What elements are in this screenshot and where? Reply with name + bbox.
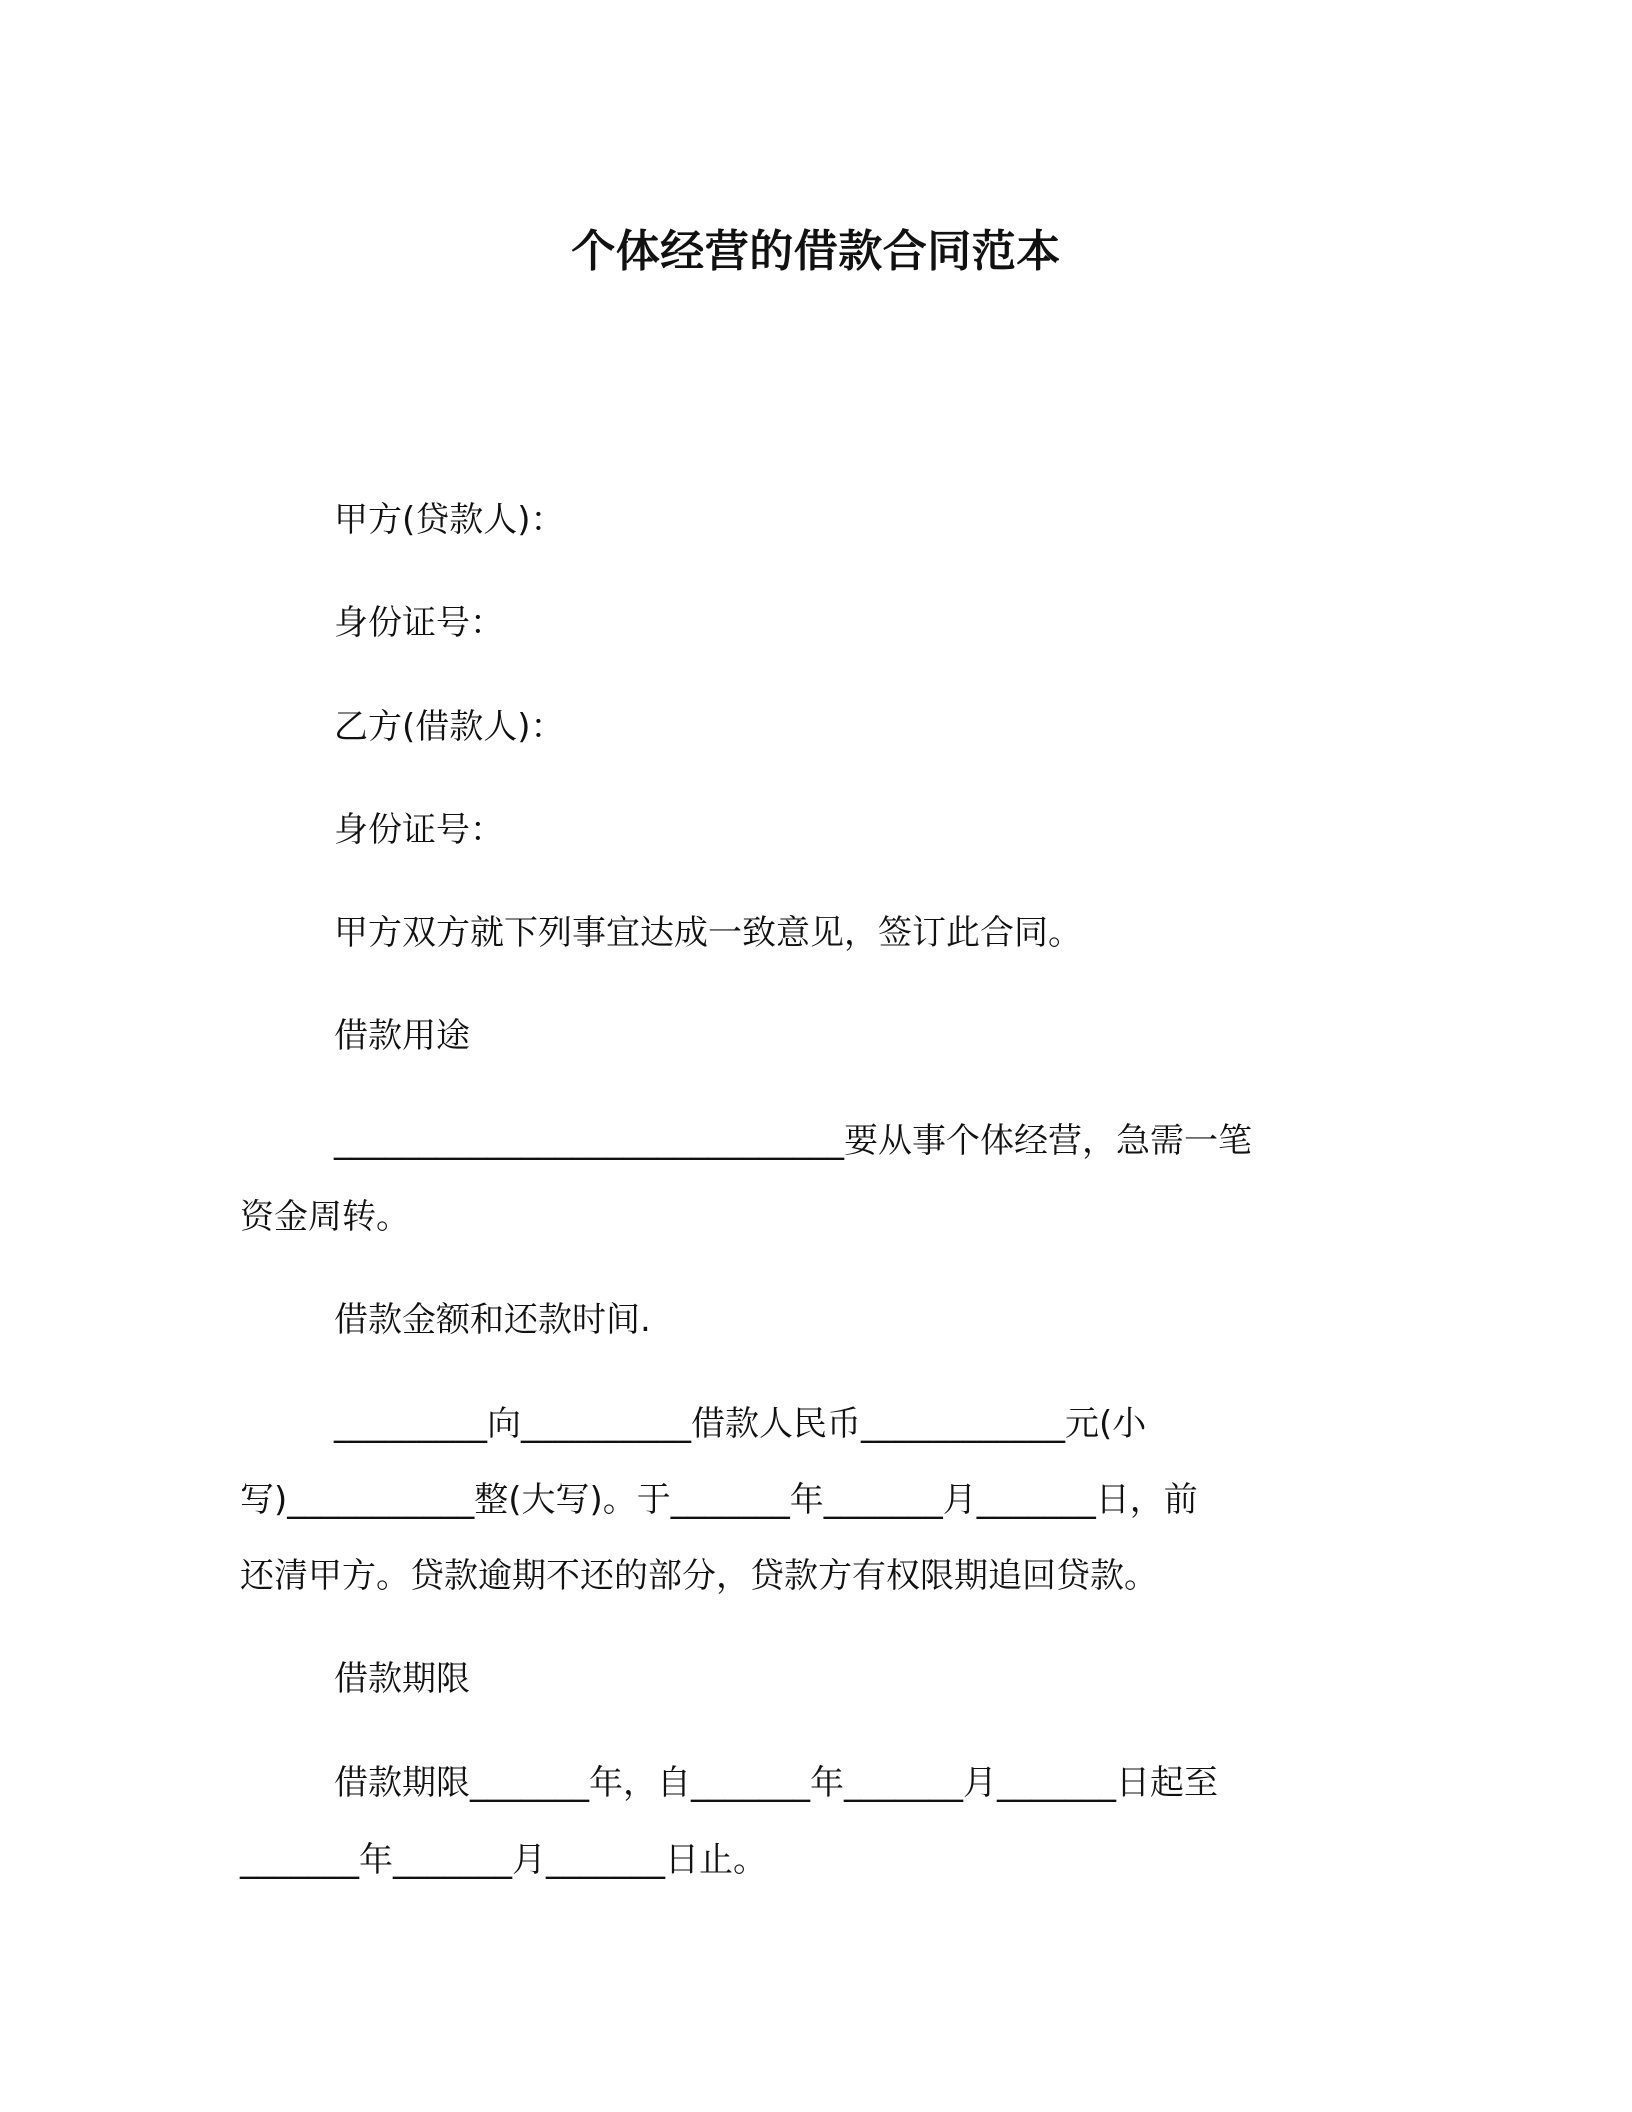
document-title: 个体经营的借款合同范本 (571, 226, 1061, 277)
amount-paragraph-line-1: _________向__________借款人民币____________元(小 (334, 1404, 1147, 1444)
purpose-paragraph-line-2: 资金周转。 (240, 1197, 410, 1237)
term-paragraph-line-1: 借款期限_______年，自_______年_______月_______日起至 (334, 1763, 1218, 1803)
section-heading-amount: 借款金额和还款时间. (334, 1300, 651, 1340)
party-b-id-label: 身份证号： (334, 810, 504, 850)
term-paragraph-line-2: _______年_______月_______日止。 (240, 1840, 767, 1880)
party-a-label: 甲方(贷款人)： (334, 500, 565, 540)
purpose-paragraph-line-1: ______________________________要从事个体经营，急需一笔 (334, 1121, 1252, 1161)
section-heading-purpose: 借款用途 (334, 1016, 470, 1056)
section-heading-term: 借款期限 (334, 1659, 470, 1699)
amount-paragraph-line-3: 还清甲方。贷款逾期不还的部分，贷款方有权限期追回贷款。 (240, 1556, 1158, 1596)
party-a-id-label: 身份证号： (334, 603, 504, 643)
party-b-label: 乙方(借款人)： (334, 707, 565, 747)
amount-paragraph-line-2: 写)___________整(大写)。于_______年_______月_______日，前 (240, 1480, 1198, 1520)
agreement-statement: 甲方双方就下列事宜达成一致意见，签订此合同。 (334, 913, 1082, 953)
